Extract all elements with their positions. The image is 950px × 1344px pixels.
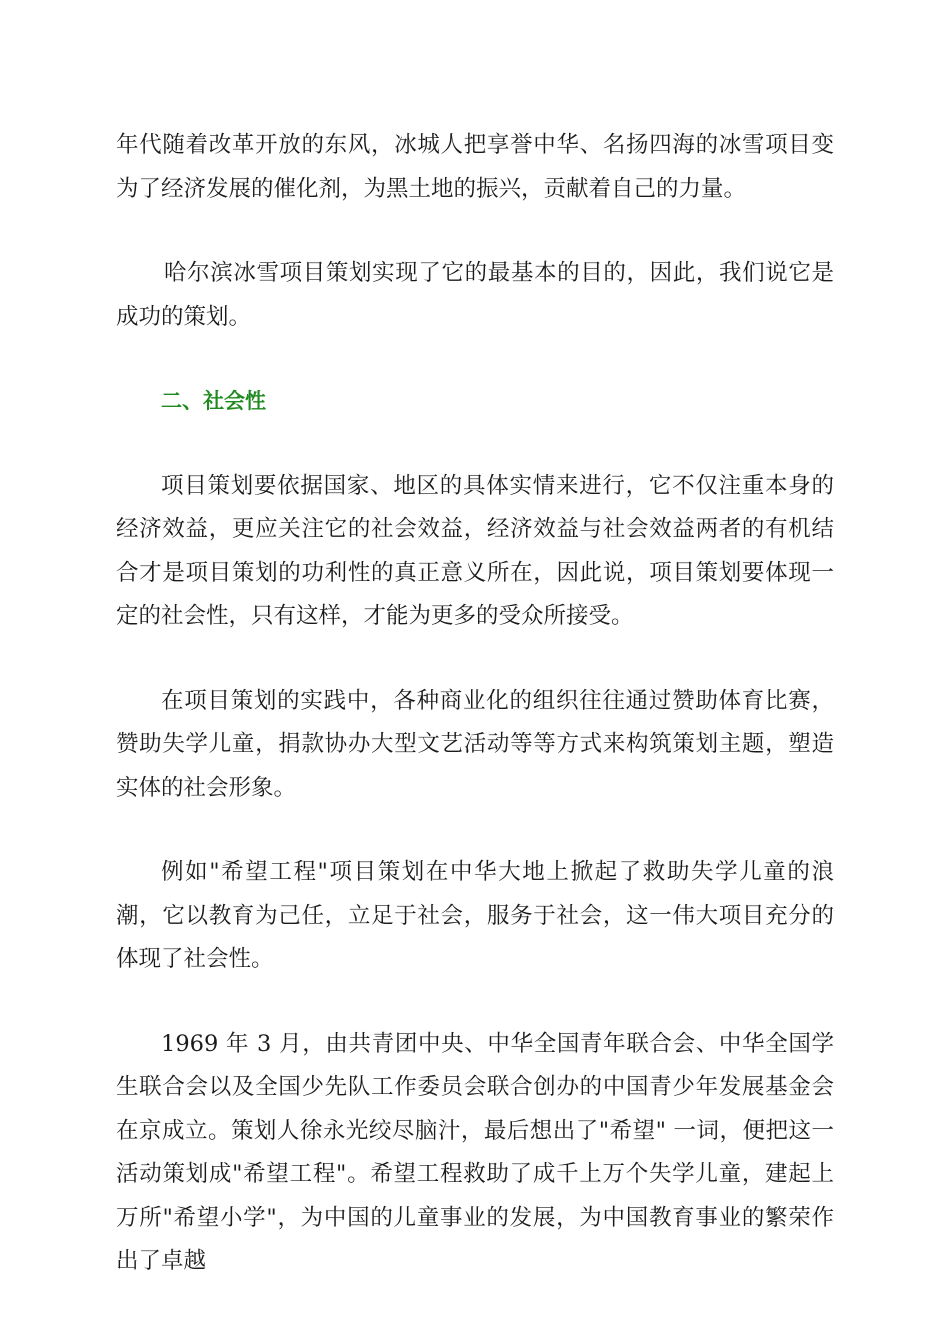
paragraph-example: 例如"希望工程"项目策划在中华大地上掀起了救助失学儿童的浪潮，它以教育为己任，立足于社会，服务于社会，这一伟大项目充分的体现了社会性。 bbox=[116, 859, 834, 972]
paragraph-practice: 在项目策划的实践中，各种商业化的组织往往通过赞助体育比赛，赞助失学儿童，捐款协办大型文艺活动等等方式来构筑策划主题，塑造实体的社会形象。 bbox=[116, 687, 834, 801]
paragraph-conclusion: 哈尔滨冰雪项目策划实现了它的最基本的目的，因此，我们说它是成功的策划。 bbox=[116, 260, 834, 330]
paragraph-history: 1969 年 3 月，由共青团中央、中华全国青年联合会、中华全国学生联合会以及全国少先队工作委员会联合创办的中国青少年发展基金会在京成立。策划人徐永光绞尽脑汁，最后想出了"希望" 一词，便把这一活动策划成"希望工程"。希望工程救助了成千上万个失学儿童，建起上万所"希望小学"，为中国的儿童事业的发展，为中国教育事业的繁荣作出了卓越 bbox=[116, 1030, 834, 1274]
paragraph-social-intro: 项目策划要依据国家、地区的具体实情来进行，它不仅注重本身的经济效益，更应关注它的社会效益，经济效益与社会效益两者的有机结合才是项目策划的功利性的真正意义所在，因此说，项目策划要体现一定的社会性，只有这样，才能为更多的受众所接受。 bbox=[116, 472, 834, 629]
paragraph-continuation: 年代随着改革开放的东风，冰城人把享誉中华、名扬四海的冰雪项目变为了经济发展的催化剂，为黑土地的振兴，贡献着自己的力量。 bbox=[116, 132, 834, 202]
document-body bbox=[116, 124, 834, 1325]
section-heading: 二、社会性 bbox=[161, 389, 266, 413]
